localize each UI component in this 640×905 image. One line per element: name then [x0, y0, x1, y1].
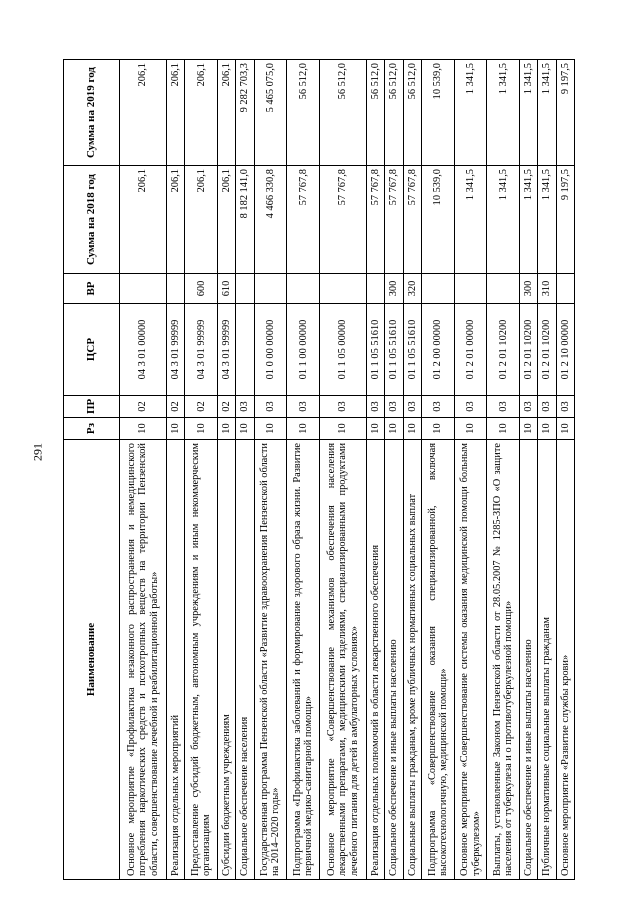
budget-table — [63, 59, 575, 880]
cell-csr: 01 1 05 51610 — [367, 304, 385, 396]
cell-rz: 10 — [218, 418, 236, 440]
cell-sum-2019: 206,1 — [185, 60, 218, 166]
cell-name: Выплаты, установленные Законом Пензенской области от 28.05.2007 № 1285-ЗПО «О защите населения от туберкулеза и о противотуберкулезной помощи» — [487, 440, 520, 880]
cell-pr: 02 — [218, 396, 236, 418]
header-csr: ЦСР — [64, 304, 120, 396]
cell-rz: 10 — [403, 418, 421, 440]
cell-sum-2018: 4 466 330,8 — [254, 166, 287, 274]
cell-pr: 03 — [487, 396, 520, 418]
cell-sum-2019: 1 341,5 — [487, 60, 520, 166]
cell-vr: 300 — [385, 274, 403, 304]
cell-sum-2018: 10 539,0 — [421, 166, 454, 274]
header-vr: ВР — [64, 274, 120, 304]
rotated-page-content — [63, 60, 575, 880]
cell-rz: 10 — [367, 418, 385, 440]
cell-sum-2018: 57 767,8 — [367, 166, 385, 274]
cell-csr: 01 1 05 51610 — [403, 304, 421, 396]
cell-name: Реализация отдельных мероприятий — [167, 440, 185, 880]
cell-csr: 01 2 01 10200 — [487, 304, 520, 396]
cell-pr: 03 — [385, 396, 403, 418]
cell-sum-2018: 1 341,5 — [538, 166, 556, 274]
table-row — [167, 60, 185, 880]
header-name: Наименование — [64, 440, 120, 880]
cell-csr: 04 3 01 99999 — [167, 304, 185, 396]
header-sum-2019: Сумма на 2019 год — [64, 60, 120, 166]
cell-name: Основное мероприятие «Профилактика незаконного распространения и немедицинского потребления наркотических средств и психотропных веществ на территории Пензенской области, совершенствование лечебной и реабилитационной работы» — [120, 440, 167, 880]
cell-sum-2018: 8 182 141,0 — [236, 166, 254, 274]
table-row — [254, 60, 287, 880]
cell-sum-2018: 1 341,5 — [487, 166, 520, 274]
cell-sum-2018: 57 767,8 — [403, 166, 421, 274]
cell-pr: 03 — [556, 396, 574, 418]
cell-name: Субсидии бюджетным учреждениям — [218, 440, 236, 880]
cell-csr: 01 2 01 00000 — [454, 304, 487, 396]
table-row — [556, 60, 574, 880]
cell-sum-2018: 57 767,8 — [320, 166, 367, 274]
cell-rz: 10 — [120, 418, 167, 440]
cell-vr — [167, 274, 185, 304]
cell-name: Предоставление субсидий бюджетным, автономным учреждениям и иным некоммерческим организациям — [185, 440, 218, 880]
page-number: 291 — [30, 443, 45, 461]
cell-sum-2018: 206,1 — [218, 166, 236, 274]
cell-sum-2018: 206,1 — [167, 166, 185, 274]
table-row — [236, 60, 254, 880]
cell-pr: 02 — [185, 396, 218, 418]
cell-vr — [120, 274, 167, 304]
cell-vr — [454, 274, 487, 304]
cell-rz: 10 — [538, 418, 556, 440]
table-body — [120, 60, 575, 880]
cell-sum-2019: 9 197,5 — [556, 60, 574, 166]
cell-name: Основное мероприятие «Совершенствование механизмов обеспечения населения лекарственными препаратами, медицинскими изделиями, специализированными продуктами лечебного питания для детей в амбулаторных условиях» — [320, 440, 367, 880]
header-pr: ПР — [64, 396, 120, 418]
cell-rz: 10 — [487, 418, 520, 440]
cell-sum-2018: 57 767,8 — [287, 166, 320, 274]
cell-vr: 600 — [185, 274, 218, 304]
table-row — [520, 60, 538, 880]
cell-name: Социальное обеспечение и иные выплаты населению — [520, 440, 538, 880]
cell-name: Публичные нормативные социальные выплаты гражданам — [538, 440, 556, 880]
cell-pr: 03 — [236, 396, 254, 418]
cell-sum-2019: 56 512,0 — [287, 60, 320, 166]
table-row — [287, 60, 320, 880]
cell-name: Социальное обеспечение и иные выплаты населению — [385, 440, 403, 880]
cell-name: Подпрограмма «Совершенствование оказания специализированной, включая высокотехнологичную, медицинской помощи» — [421, 440, 454, 880]
cell-pr: 03 — [254, 396, 287, 418]
cell-csr: 01 2 10 00000 — [556, 304, 574, 396]
cell-sum-2018: 1 341,5 — [520, 166, 538, 274]
cell-name: Государственная программа Пензенской области «Развитие здравоохранения Пензенской области на 2014–2020 годы» — [254, 440, 287, 880]
cell-rz: 10 — [287, 418, 320, 440]
cell-rz: 10 — [320, 418, 367, 440]
cell-rz: 10 — [167, 418, 185, 440]
cell-vr — [487, 274, 520, 304]
cell-rz: 10 — [454, 418, 487, 440]
cell-rz: 10 — [185, 418, 218, 440]
cell-sum-2019: 56 512,0 — [403, 60, 421, 166]
cell-csr: 01 0 00 00000 — [254, 304, 287, 396]
cell-name: Основное мероприятие «Совершенствование системы оказания медицинской помощи больным туберкулезом» — [454, 440, 487, 880]
cell-name: Подпрограмма «Профилактика заболеваний и формирование здорового образа жизни. Развитие первичной медико-санитарной помощи» — [287, 440, 320, 880]
cell-sum-2019: 1 341,5 — [538, 60, 556, 166]
cell-rz: 10 — [421, 418, 454, 440]
cell-vr: 320 — [403, 274, 421, 304]
cell-sum-2018: 9 197,5 — [556, 166, 574, 274]
cell-sum-2019: 56 512,0 — [385, 60, 403, 166]
cell-sum-2019: 206,1 — [120, 60, 167, 166]
cell-csr: 01 2 01 10200 — [520, 304, 538, 396]
cell-vr — [556, 274, 574, 304]
cell-name: Реализация отдельных полномочий в области лекарственного обеспечения — [367, 440, 385, 880]
cell-csr: 01 2 01 10200 — [538, 304, 556, 396]
cell-sum-2019: 1 341,5 — [454, 60, 487, 166]
cell-sum-2018: 1 341,5 — [454, 166, 487, 274]
cell-sum-2018: 57 767,8 — [385, 166, 403, 274]
cell-vr — [421, 274, 454, 304]
table-header-row — [64, 60, 120, 880]
header-sum-2018: Сумма на 2018 год — [64, 166, 120, 274]
cell-pr: 03 — [403, 396, 421, 418]
cell-name: Социальное обеспечение населения — [236, 440, 254, 880]
cell-sum-2019: 10 539,0 — [421, 60, 454, 166]
cell-csr: 01 1 05 51610 — [385, 304, 403, 396]
cell-vr — [320, 274, 367, 304]
cell-csr: 04 3 01 00000 — [120, 304, 167, 396]
cell-sum-2018: 206,1 — [185, 166, 218, 274]
table-row — [218, 60, 236, 880]
cell-vr: 300 — [520, 274, 538, 304]
cell-pr: 02 — [167, 396, 185, 418]
cell-vr — [236, 274, 254, 304]
cell-csr: 01 1 00 00000 — [287, 304, 320, 396]
cell-rz: 10 — [556, 418, 574, 440]
cell-sum-2019: 56 512,0 — [367, 60, 385, 166]
cell-pr: 03 — [367, 396, 385, 418]
table-row — [320, 60, 367, 880]
cell-vr — [287, 274, 320, 304]
cell-vr — [367, 274, 385, 304]
cell-csr: 01 2 00 00000 — [421, 304, 454, 396]
cell-rz: 10 — [254, 418, 287, 440]
cell-sum-2019: 206,1 — [218, 60, 236, 166]
cell-pr: 03 — [421, 396, 454, 418]
cell-pr: 03 — [538, 396, 556, 418]
cell-sum-2019: 9 282 703,3 — [236, 60, 254, 166]
table-row — [454, 60, 487, 880]
cell-rz: 10 — [385, 418, 403, 440]
cell-name: Основное мероприятие «Развитие службы крови» — [556, 440, 574, 880]
table-row — [487, 60, 520, 880]
cell-rz: 10 — [520, 418, 538, 440]
cell-csr — [236, 304, 254, 396]
table-row — [367, 60, 385, 880]
cell-vr — [254, 274, 287, 304]
cell-vr: 310 — [538, 274, 556, 304]
cell-rz: 10 — [236, 418, 254, 440]
table-row — [538, 60, 556, 880]
cell-pr: 03 — [287, 396, 320, 418]
cell-sum-2019: 5 465 075,0 — [254, 60, 287, 166]
cell-sum-2019: 1 341,5 — [520, 60, 538, 166]
cell-pr: 03 — [454, 396, 487, 418]
table-row — [385, 60, 403, 880]
cell-csr: 04 3 01 99999 — [218, 304, 236, 396]
table-row — [403, 60, 421, 880]
cell-sum-2019: 56 512,0 — [320, 60, 367, 166]
cell-pr: 03 — [320, 396, 367, 418]
header-rz: Рз — [64, 418, 120, 440]
cell-pr: 02 — [120, 396, 167, 418]
cell-vr: 610 — [218, 274, 236, 304]
cell-csr: 01 1 05 00000 — [320, 304, 367, 396]
cell-sum-2018: 206,1 — [120, 166, 167, 274]
cell-sum-2019: 206,1 — [167, 60, 185, 166]
cell-pr: 03 — [520, 396, 538, 418]
cell-csr: 04 3 01 99999 — [185, 304, 218, 396]
cell-name: Социальные выплаты гражданам, кроме публичных нормативных социальных выплат — [403, 440, 421, 880]
table-row — [421, 60, 454, 880]
table-row — [185, 60, 218, 880]
table-row — [120, 60, 167, 880]
